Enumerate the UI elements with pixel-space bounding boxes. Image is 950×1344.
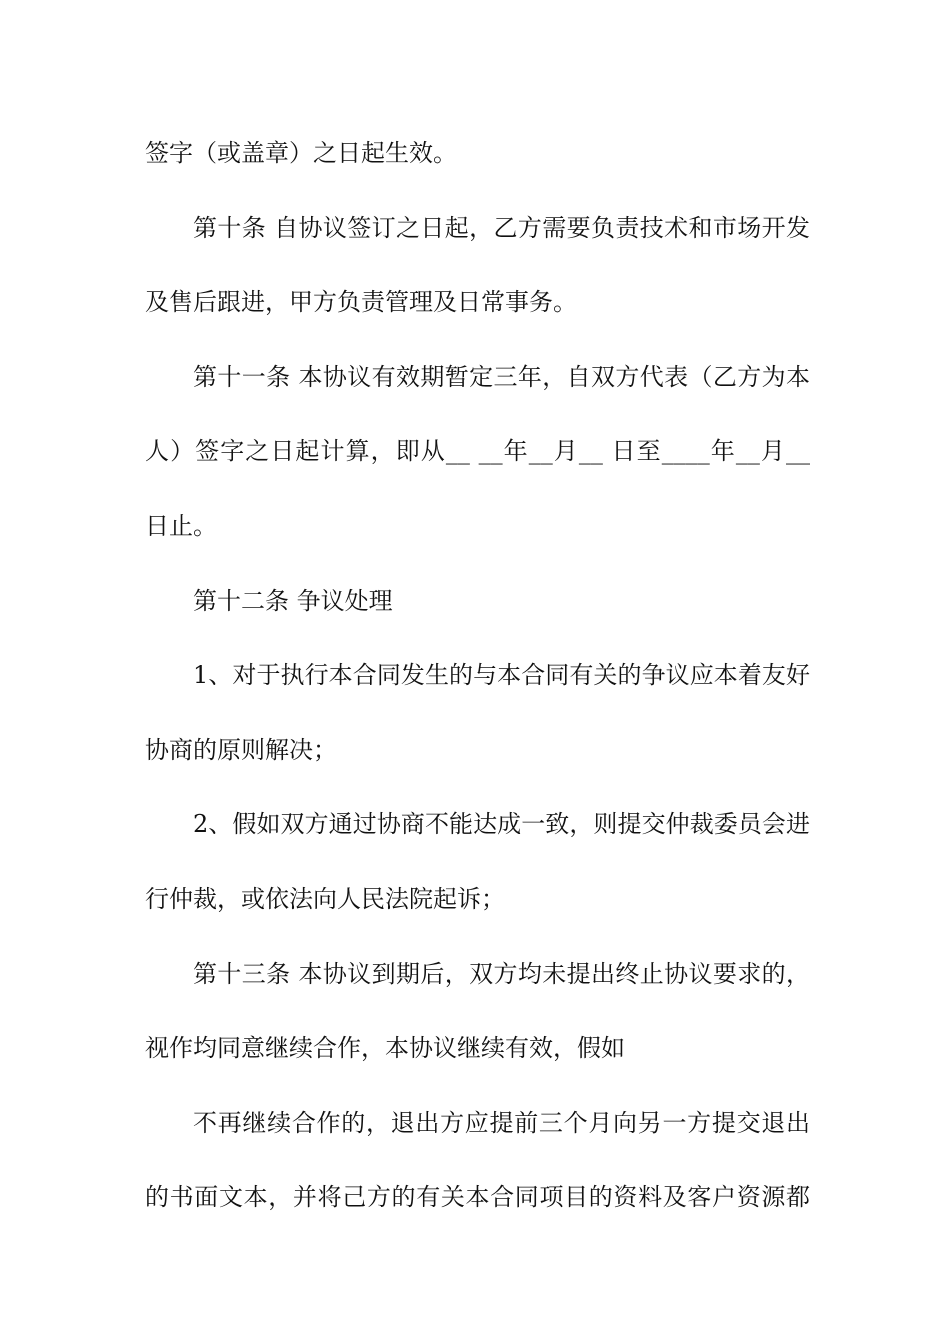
text-line: 第十条 自协议签订之日起，乙方需要负责技术和市场开发 bbox=[193, 213, 810, 242]
document-body bbox=[145, 131, 810, 1250]
text-line: 1、对于执行本合同发生的与本合同有关的争议应本着友好 bbox=[193, 661, 810, 690]
text-line: 第十三条 本协议到期后，双方均未提出终止协议要求的， bbox=[193, 959, 810, 988]
section-heading: 第十二条 争议处理 bbox=[193, 586, 393, 615]
text-line: 2、假如双方通过协商不能达成一致，则提交仲裁委员会进 bbox=[193, 810, 810, 839]
text-line: 日止。 bbox=[145, 511, 217, 540]
text-line: 行仲裁，或依法向人民法院起诉； bbox=[145, 884, 505, 913]
text-line: 人）签字之日起计算，即从__ __年__月__ 日至____年__月__ bbox=[145, 437, 810, 466]
text-line: 协商的原则解决； bbox=[145, 735, 337, 764]
text-line: 及售后跟进，甲方负责管理及日常事务。 bbox=[145, 288, 577, 317]
text-line: 第十一条 本协议有效期暂定三年，自双方代表（乙方为本 bbox=[193, 362, 810, 391]
text-line: 签字（或盖章）之日起生效。 bbox=[145, 139, 457, 167]
text-line: 视作均同意继续合作，本协议继续有效，假如 bbox=[145, 1034, 625, 1063]
text-line: 的书面文本，并将己方的有关本合同项目的资料及客户资源都 bbox=[145, 1183, 810, 1212]
text-line: 不再继续合作的，退出方应提前三个月向另一方提交退出 bbox=[193, 1108, 810, 1137]
